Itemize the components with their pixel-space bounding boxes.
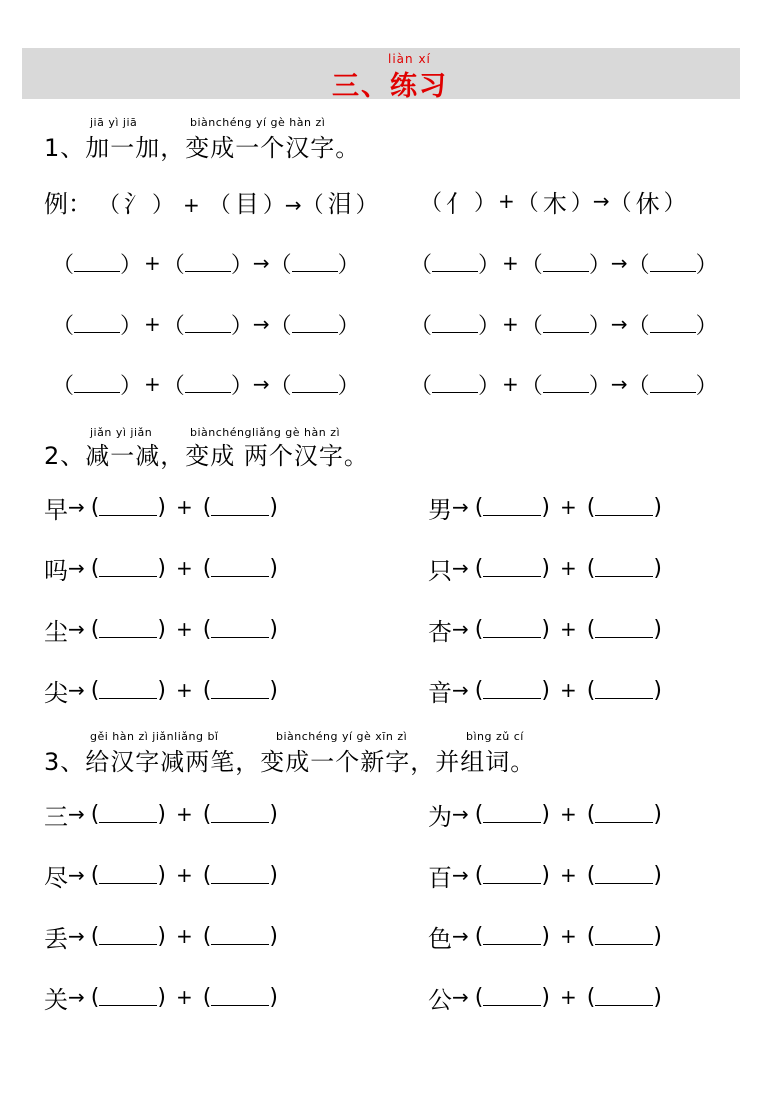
reduce-source-char: 为 xyxy=(428,802,452,831)
close-paren: ) xyxy=(653,984,662,1010)
answer-blank[interactable] xyxy=(483,498,541,516)
split-source-char: 只 xyxy=(428,556,452,585)
answer-blank[interactable] xyxy=(74,315,120,333)
close-paren: ) xyxy=(269,801,278,827)
answer-blank[interactable] xyxy=(432,254,478,272)
answer-blank[interactable] xyxy=(185,315,231,333)
close-paren: ） xyxy=(230,252,253,278)
plus-sign: + xyxy=(559,985,577,1009)
close-paren: ) xyxy=(269,923,278,949)
open-paren: （ xyxy=(52,252,75,278)
answer-blank[interactable] xyxy=(211,805,269,823)
split-row-right xyxy=(428,672,662,708)
answer-blank[interactable] xyxy=(99,681,157,699)
plus-sign: + xyxy=(175,556,193,580)
plus-sign: + xyxy=(144,251,161,275)
reduce-row-left xyxy=(44,979,278,1015)
answer-blank[interactable] xyxy=(74,254,120,272)
example-2-b: 木 xyxy=(542,189,567,218)
answer-blank[interactable] xyxy=(99,988,157,1006)
plus-sign: + xyxy=(502,312,519,336)
answer-blank[interactable] xyxy=(211,559,269,577)
close-paren: ) xyxy=(269,616,278,642)
reduce-source-char: 关 xyxy=(44,985,68,1014)
answer-blank[interactable] xyxy=(483,866,541,884)
title-pinyin: liàn xí xyxy=(388,52,431,66)
reduce-source-char: 丢 xyxy=(44,924,68,953)
example-2-a: 亻 xyxy=(446,189,471,218)
arrow-sign: → xyxy=(68,495,85,519)
example-1: （ 氵 ） + （ 目 ）→（ 泪 ） xyxy=(98,184,378,219)
split-source-char: 尘 xyxy=(44,617,68,646)
plus-sign: + xyxy=(559,556,577,580)
plus-sign: + xyxy=(559,495,577,519)
open-paren: ( xyxy=(586,862,596,888)
close-paren: ） xyxy=(230,313,253,339)
arrow-sign: → xyxy=(68,802,85,826)
section3-heading-text: 3、给汉字减两笔，变成一个新字，并组词。 xyxy=(44,748,536,776)
open-paren: （ xyxy=(410,252,433,278)
answer-blank[interactable] xyxy=(483,988,541,1006)
open-paren: ( xyxy=(586,984,596,1010)
open-paren: （ xyxy=(520,252,543,278)
answer-blank[interactable] xyxy=(99,620,157,638)
reduce-source-char: 尽 xyxy=(44,863,68,892)
answer-blank[interactable] xyxy=(595,498,653,516)
section3-pinyin-3: bìng zǔ cí xyxy=(466,730,524,743)
open-paren: ( xyxy=(202,801,212,827)
split-row-left xyxy=(44,672,278,708)
add-row-right xyxy=(410,245,718,281)
close-paren: ) xyxy=(157,494,166,520)
open-paren: （ xyxy=(269,373,292,399)
open-paren: ( xyxy=(586,616,596,642)
answer-blank[interactable] xyxy=(99,498,157,516)
answer-blank[interactable] xyxy=(543,315,589,333)
close-paren: ） xyxy=(337,252,360,278)
plus-sign: + xyxy=(559,802,577,826)
arrow-sign: → xyxy=(68,678,85,702)
open-paren: （ xyxy=(520,373,543,399)
split-source-char: 尖 xyxy=(44,678,68,707)
arrow-sign: → xyxy=(452,495,469,519)
close-paren: ） xyxy=(695,373,718,399)
close-paren: ) xyxy=(653,555,662,581)
split-source-char: 早 xyxy=(44,495,68,524)
open-paren: ( xyxy=(90,862,100,888)
open-paren: （ xyxy=(52,313,75,339)
open-paren: ( xyxy=(474,494,484,520)
answer-blank[interactable] xyxy=(650,254,696,272)
close-paren: ) xyxy=(269,862,278,888)
open-paren: ( xyxy=(90,555,100,581)
arrow-sign: → xyxy=(610,372,628,396)
reduce-row-left xyxy=(44,857,278,893)
answer-blank[interactable] xyxy=(483,620,541,638)
reduce-row-right xyxy=(428,979,662,1015)
open-paren: ( xyxy=(202,555,212,581)
example-2-result: 休 xyxy=(635,189,660,218)
open-paren: （ xyxy=(627,313,650,339)
reduce-row-left xyxy=(44,918,278,954)
arrow-sign: → xyxy=(610,251,628,275)
close-paren: ) xyxy=(653,801,662,827)
open-paren: ( xyxy=(474,616,484,642)
open-paren: ( xyxy=(90,984,100,1010)
arrow-sign: → xyxy=(610,312,628,336)
answer-blank[interactable] xyxy=(432,375,478,393)
arrow-sign: → xyxy=(252,312,270,336)
open-paren: ( xyxy=(202,616,212,642)
close-paren: ) xyxy=(653,677,662,703)
arrow-sign: → xyxy=(68,617,85,641)
reduce-source-char: 公 xyxy=(428,985,452,1014)
open-paren: ( xyxy=(586,555,596,581)
close-paren: ) xyxy=(269,555,278,581)
open-paren: （ xyxy=(162,252,185,278)
answer-blank[interactable] xyxy=(483,681,541,699)
answer-blank[interactable] xyxy=(99,559,157,577)
split-row-right xyxy=(428,550,662,586)
split-row-right xyxy=(428,489,662,525)
open-paren: （ xyxy=(269,252,292,278)
open-paren: ( xyxy=(202,494,212,520)
close-paren: ) xyxy=(541,494,550,520)
answer-blank[interactable] xyxy=(595,559,653,577)
close-paren: ) xyxy=(541,984,550,1010)
answer-blank[interactable] xyxy=(595,866,653,884)
answer-blank[interactable] xyxy=(595,988,653,1006)
close-paren: ） xyxy=(478,252,501,278)
close-paren: ） xyxy=(230,373,253,399)
split-row-left xyxy=(44,550,278,586)
plus-sign: + xyxy=(175,495,193,519)
open-paren: ( xyxy=(90,677,100,703)
plus-sign: + xyxy=(559,924,577,948)
open-paren: ( xyxy=(90,801,100,827)
close-paren: ) xyxy=(541,677,550,703)
open-paren: （ xyxy=(162,313,185,339)
close-paren: ） xyxy=(120,313,143,339)
plus-sign: + xyxy=(144,312,161,336)
open-paren: ( xyxy=(474,984,484,1010)
reduce-source-char: 百 xyxy=(428,863,452,892)
plus-sign: + xyxy=(175,985,193,1009)
answer-blank[interactable] xyxy=(99,927,157,945)
plus-sign: + xyxy=(175,863,193,887)
arrow-sign: → xyxy=(68,863,85,887)
section1-heading xyxy=(44,128,360,163)
section2-pinyin-2: biànchéngliǎng gè hàn zì xyxy=(190,426,341,439)
open-paren: ( xyxy=(474,862,484,888)
answer-blank[interactable] xyxy=(99,866,157,884)
open-paren: ( xyxy=(586,923,596,949)
plus-sign: + xyxy=(559,863,577,887)
open-paren: ( xyxy=(474,555,484,581)
close-paren: ) xyxy=(269,677,278,703)
section2-heading xyxy=(44,436,369,471)
add-row-right xyxy=(410,366,718,402)
plus-sign: + xyxy=(175,802,193,826)
close-paren: ） xyxy=(695,313,718,339)
section3-pinyin-1: gěi hàn zì jiǎnliǎng bǐ xyxy=(90,730,219,743)
close-paren: ) xyxy=(541,801,550,827)
open-paren: （ xyxy=(52,373,75,399)
close-paren: ) xyxy=(157,984,166,1010)
close-paren: ) xyxy=(157,677,166,703)
split-row-left xyxy=(44,611,278,647)
answer-blank[interactable] xyxy=(99,805,157,823)
open-paren: ( xyxy=(90,494,100,520)
add-row-left xyxy=(52,366,360,402)
split-source-char: 杏 xyxy=(428,617,452,646)
open-paren: ( xyxy=(586,494,596,520)
open-paren: （ xyxy=(627,373,650,399)
arrow-sign: → xyxy=(452,802,469,826)
answer-blank[interactable] xyxy=(292,315,338,333)
answer-blank[interactable] xyxy=(74,375,120,393)
split-source-char: 吗 xyxy=(44,556,68,585)
reduce-row-right xyxy=(428,857,662,893)
arrow-sign: → xyxy=(68,985,85,1009)
answer-blank[interactable] xyxy=(650,315,696,333)
example-1-result: 泪 xyxy=(327,189,352,218)
answer-blank[interactable] xyxy=(292,375,338,393)
close-paren: ） xyxy=(695,252,718,278)
answer-blank[interactable] xyxy=(483,927,541,945)
plus-sign: + xyxy=(175,678,193,702)
section1-pinyin-1: jiā yì jiā xyxy=(90,116,138,129)
open-paren: ( xyxy=(202,677,212,703)
section2-pinyin-1: jiǎn yì jiǎn xyxy=(90,426,153,439)
arrow-sign: → xyxy=(452,985,469,1009)
arrow-sign: → xyxy=(68,556,85,580)
close-paren: ) xyxy=(157,923,166,949)
arrow-sign: → xyxy=(452,617,469,641)
example-row-2: （ 亻 ） + （ 木 ） → （ 休 ） xyxy=(420,183,686,219)
close-paren: ) xyxy=(653,494,662,520)
open-paren: ( xyxy=(586,801,596,827)
answer-blank[interactable] xyxy=(595,681,653,699)
open-paren: ( xyxy=(202,984,212,1010)
reduce-source-char: 三 xyxy=(44,802,68,831)
arrow-sign: → xyxy=(452,556,469,580)
close-paren: ) xyxy=(541,616,550,642)
answer-blank[interactable] xyxy=(211,988,269,1006)
open-paren: ( xyxy=(202,923,212,949)
close-paren: ) xyxy=(653,862,662,888)
section1-heading-text: 1、加一加，变成一个汉字。 xyxy=(44,134,361,162)
plus-sign: + xyxy=(559,617,577,641)
close-paren: ) xyxy=(157,616,166,642)
open-paren: （ xyxy=(269,313,292,339)
close-paren: ） xyxy=(478,373,501,399)
open-paren: （ xyxy=(410,313,433,339)
arrow-sign: → xyxy=(68,924,85,948)
section1-pinyin-2: biànchéng yí gè hàn zì xyxy=(190,116,326,129)
section3-heading xyxy=(44,742,535,777)
open-paren: ( xyxy=(90,923,100,949)
answer-blank[interactable] xyxy=(595,805,653,823)
page-title: 三、练习 xyxy=(332,71,448,102)
plus-sign: + xyxy=(559,678,577,702)
close-paren: ） xyxy=(337,373,360,399)
add-row-right xyxy=(410,306,718,342)
open-paren: ( xyxy=(90,616,100,642)
open-paren: ( xyxy=(586,677,596,703)
open-paren: ( xyxy=(202,862,212,888)
answer-blank[interactable] xyxy=(543,254,589,272)
open-paren: ( xyxy=(474,677,484,703)
close-paren: ) xyxy=(269,494,278,520)
close-paren: ) xyxy=(157,862,166,888)
open-paren: （ xyxy=(627,252,650,278)
answer-blank[interactable] xyxy=(483,805,541,823)
answer-blank[interactable] xyxy=(185,254,231,272)
open-paren: ( xyxy=(474,923,484,949)
answer-blank[interactable] xyxy=(211,866,269,884)
close-paren: ) xyxy=(157,801,166,827)
example-row xyxy=(44,183,378,219)
answer-blank[interactable] xyxy=(543,375,589,393)
close-paren: ） xyxy=(478,313,501,339)
open-paren: ( xyxy=(474,801,484,827)
open-paren: （ xyxy=(410,373,433,399)
arrow-sign: → xyxy=(452,924,469,948)
add-row-left xyxy=(52,306,360,342)
close-paren: ） xyxy=(337,313,360,339)
reduce-row-left xyxy=(44,796,278,832)
split-source-char: 音 xyxy=(428,678,452,707)
close-paren: ) xyxy=(541,862,550,888)
close-paren: ) xyxy=(653,616,662,642)
answer-blank[interactable] xyxy=(483,559,541,577)
split-source-char: 男 xyxy=(428,495,452,524)
arrow-sign: → xyxy=(252,372,270,396)
plus-sign: + xyxy=(502,372,519,396)
answer-blank[interactable] xyxy=(211,620,269,638)
split-row-left xyxy=(44,489,278,525)
add-row-left xyxy=(52,245,360,281)
arrow-sign: → xyxy=(252,251,270,275)
answer-blank[interactable] xyxy=(211,927,269,945)
answer-blank[interactable] xyxy=(185,375,231,393)
answer-blank[interactable] xyxy=(292,254,338,272)
reduce-source-char: 色 xyxy=(428,924,452,953)
answer-blank[interactable] xyxy=(595,927,653,945)
open-paren: （ xyxy=(162,373,185,399)
example-label: 例： xyxy=(44,189,92,218)
example-1-b: 目 xyxy=(234,189,259,218)
close-paren: ) xyxy=(541,923,550,949)
plus-sign: + xyxy=(502,251,519,275)
plus-sign: + xyxy=(175,617,193,641)
answer-blank[interactable] xyxy=(650,375,696,393)
example-1-a: 氵 xyxy=(124,189,149,218)
section3-pinyin-2: biànchéng yí gè xīn zì xyxy=(276,730,408,743)
arrow-sign: → xyxy=(452,863,469,887)
arrow-sign: → xyxy=(452,678,469,702)
close-paren: ） xyxy=(588,252,611,278)
answer-blank[interactable] xyxy=(595,620,653,638)
section2-heading-text: 2、减一减，变成 两个汉字。 xyxy=(44,442,369,470)
answer-blank[interactable] xyxy=(211,681,269,699)
close-paren: ） xyxy=(588,373,611,399)
open-paren: （ xyxy=(520,313,543,339)
close-paren: ) xyxy=(653,923,662,949)
plus-sign: + xyxy=(144,372,161,396)
close-paren: ） xyxy=(120,252,143,278)
close-paren: ） xyxy=(120,373,143,399)
close-paren: ) xyxy=(269,984,278,1010)
close-paren: ） xyxy=(588,313,611,339)
plus-sign: + xyxy=(175,924,193,948)
answer-blank[interactable] xyxy=(432,315,478,333)
answer-blank[interactable] xyxy=(211,498,269,516)
close-paren: ) xyxy=(157,555,166,581)
split-row-right xyxy=(428,611,662,647)
close-paren: ) xyxy=(541,555,550,581)
reduce-row-right xyxy=(428,918,662,954)
reduce-row-right xyxy=(428,796,662,832)
